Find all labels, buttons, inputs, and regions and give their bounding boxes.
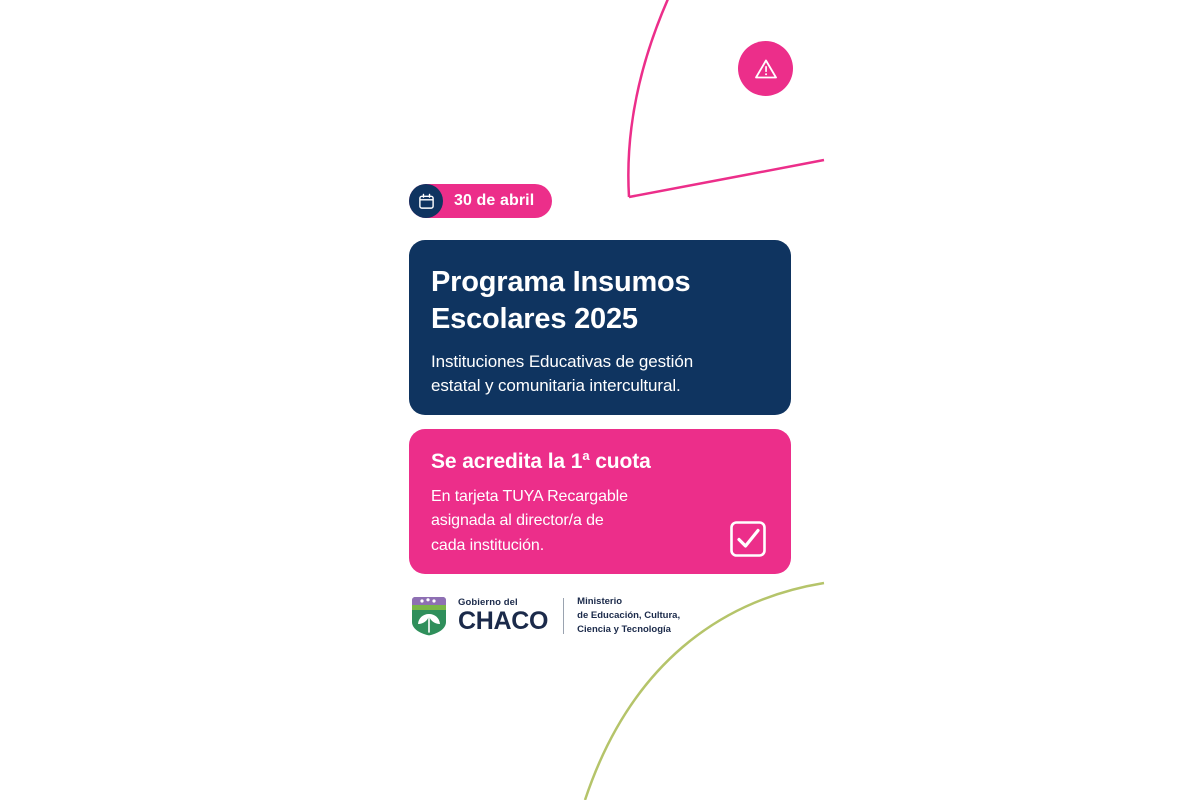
program-title <box>431 264 765 337</box>
payment-card <box>409 429 791 574</box>
date-label: 30 de abril <box>454 192 535 209</box>
ministry-label <box>577 595 680 636</box>
program-subtitle <box>431 350 765 397</box>
payment-heading-post: cuota <box>589 450 651 473</box>
payment-heading-sup: a <box>582 448 590 463</box>
warning-badge <box>738 41 793 96</box>
program-subtitle-line1: Instituciones Educativas de gestión <box>431 352 694 372</box>
ministry-line2: de Educación, Cultura, <box>577 610 681 622</box>
program-title-line2: Escolares 2025 <box>431 302 638 335</box>
payment-body-line1: En tarjeta TUYA Recargable <box>431 488 628 505</box>
ministry-line1: Ministerio <box>577 596 623 608</box>
program-title-line1: Programa Insumos <box>431 266 691 298</box>
logo-province-label: CHACO <box>458 606 549 635</box>
logo-text <box>458 598 548 634</box>
checkbox-checked-icon <box>729 520 767 558</box>
payment-heading <box>431 448 765 474</box>
chaco-shield-icon <box>409 594 449 638</box>
program-subtitle-line2: estatal y comunitaria intercultural. <box>431 375 681 395</box>
payment-body-line2: asignada al director/a de <box>431 512 604 530</box>
payment-body-line3: cada institución. <box>431 536 545 554</box>
calendar-icon <box>418 193 435 210</box>
date-pill <box>409 184 552 218</box>
ministry-line3: Ciencia y Tecnología <box>577 623 671 635</box>
payment-heading-pre: Se acredita la 1 <box>431 450 583 473</box>
government-logo <box>409 592 680 640</box>
payment-body <box>431 485 691 558</box>
logo-government-label: Gobierno del <box>458 597 518 609</box>
program-card <box>409 240 791 415</box>
logo-divider <box>563 598 564 634</box>
warning-triangle-icon <box>752 55 780 83</box>
calendar-icon-wrapper <box>409 184 443 218</box>
